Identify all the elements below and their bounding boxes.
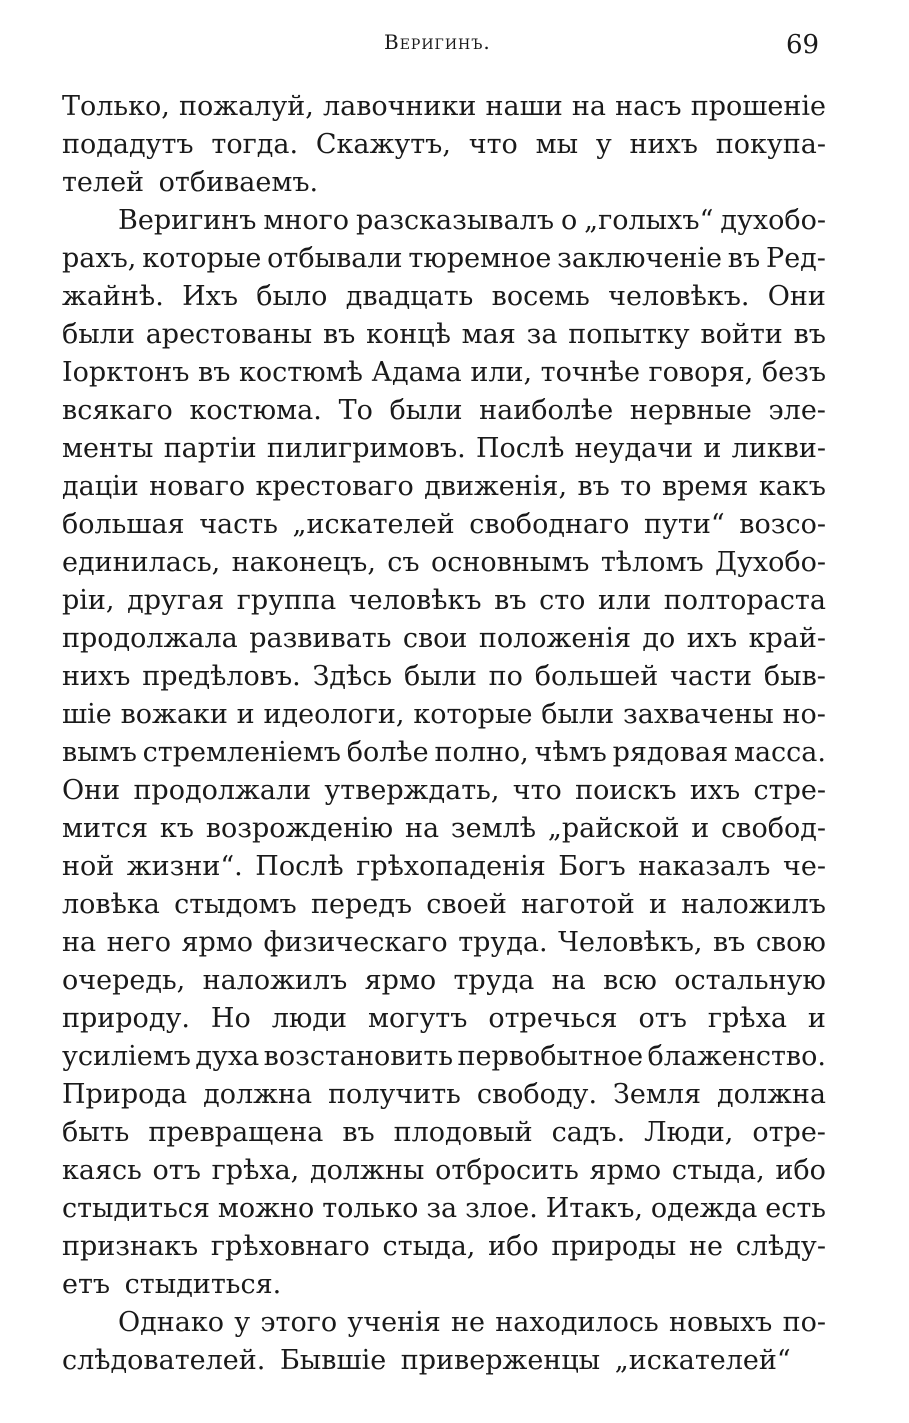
text-line: шіе вожаки и идеологи, которые были захвачены но- — [62, 699, 826, 730]
text-line: нихъ предѣловъ. Здѣсь были по большей части быв- — [62, 661, 826, 692]
text-line: рахъ, которые отбывали тюремное заключеніе въ Ред- — [62, 243, 826, 274]
text-line: Природа должна получить свободу. Земля должна — [62, 1079, 826, 1110]
text-line: даціи новаго крестоваго движенія, въ то время какъ — [62, 471, 826, 502]
text-line: Іорктонъ въ костюмѣ Адама или, точнѣе говоря, безъ — [62, 357, 826, 388]
body-text — [62, 88, 826, 1380]
text-line: природу. Но люди могутъ отречься отъ грѣха и — [62, 1003, 826, 1034]
text-line: единилась, наконецъ, съ основнымъ тѣломъ Духобо- — [62, 547, 826, 578]
text-line: усиліемъ духа возстановить первобытное блаженство. — [62, 1041, 826, 1072]
text-line: каясь отъ грѣха, должны отбросить ярмо стыда, ибо — [62, 1155, 826, 1186]
text-line: всякаго костюма. То были наиболѣе нервные эле- — [62, 395, 826, 426]
text-line: подадутъ тогда. Скажутъ, что мы у нихъ покупа- — [62, 129, 826, 160]
text-line: слѣдователей. Бывшіе приверженцы „искателей“ — [62, 1345, 791, 1376]
text-line: Только, пожалуй, лавочники наши на насъ прошеніе — [62, 91, 826, 122]
text-line: жайнѣ. Ихъ было двадцать восемь человѣкъ. Они — [62, 281, 826, 312]
text-line: быть превращена въ плодовый садъ. Люди, отре- — [62, 1117, 826, 1148]
page-number: 69 — [786, 30, 820, 60]
text-line: были арестованы въ концѣ мая за попытку войти въ — [62, 319, 826, 350]
text-line: очередь, наложилъ ярмо труда на всю остальную — [62, 965, 826, 996]
text-line: Они продолжали утверждать, что поискъ ихъ стре- — [62, 775, 826, 806]
paragraph — [62, 88, 826, 202]
text-line: Веригинъ много разсказывалъ о „голыхъ“ духобо- — [118, 205, 826, 236]
text-line: на него ярмо физическаго труда. Человѣкъ, въ свою — [62, 927, 826, 958]
text-line: признакъ грѣховнаго стыда, ибо природы не слѣду- — [62, 1231, 826, 1262]
text-line: телей отбиваемъ. — [62, 167, 319, 198]
text-line: ріи, другая группа человѣкъ въ сто или полтораста — [62, 585, 826, 616]
text-line: мится къ возрожденію на землѣ „райской и свобод- — [62, 813, 826, 844]
paragraph — [62, 202, 826, 1304]
text-line: менты партіи пилигримовъ. Послѣ неудачи и ликви- — [62, 433, 826, 464]
running-title: Веригинъ. — [384, 30, 491, 54]
text-line: етъ стыдиться. — [62, 1269, 282, 1300]
text-line: продолжала развивать свои положенія до ихъ край- — [62, 623, 826, 654]
text-line: стыдиться можно только за злое. Итакъ, одежда есть — [62, 1193, 826, 1224]
paragraph — [62, 1304, 826, 1380]
text-line: вымъ стремленіемъ болѣе полно, чѣмъ рядовая масса. — [62, 737, 826, 768]
text-line: Однако у этого ученія не находилось новыхъ по- — [118, 1307, 826, 1338]
text-line: ловѣка стыдомъ передъ своей наготой и наложилъ — [62, 889, 826, 920]
text-line: ной жизни“. Послѣ грѣхопаденія Богъ наказалъ че- — [62, 851, 826, 882]
text-line: большая часть „искателей свободнаго пути“ возсо- — [62, 509, 826, 540]
